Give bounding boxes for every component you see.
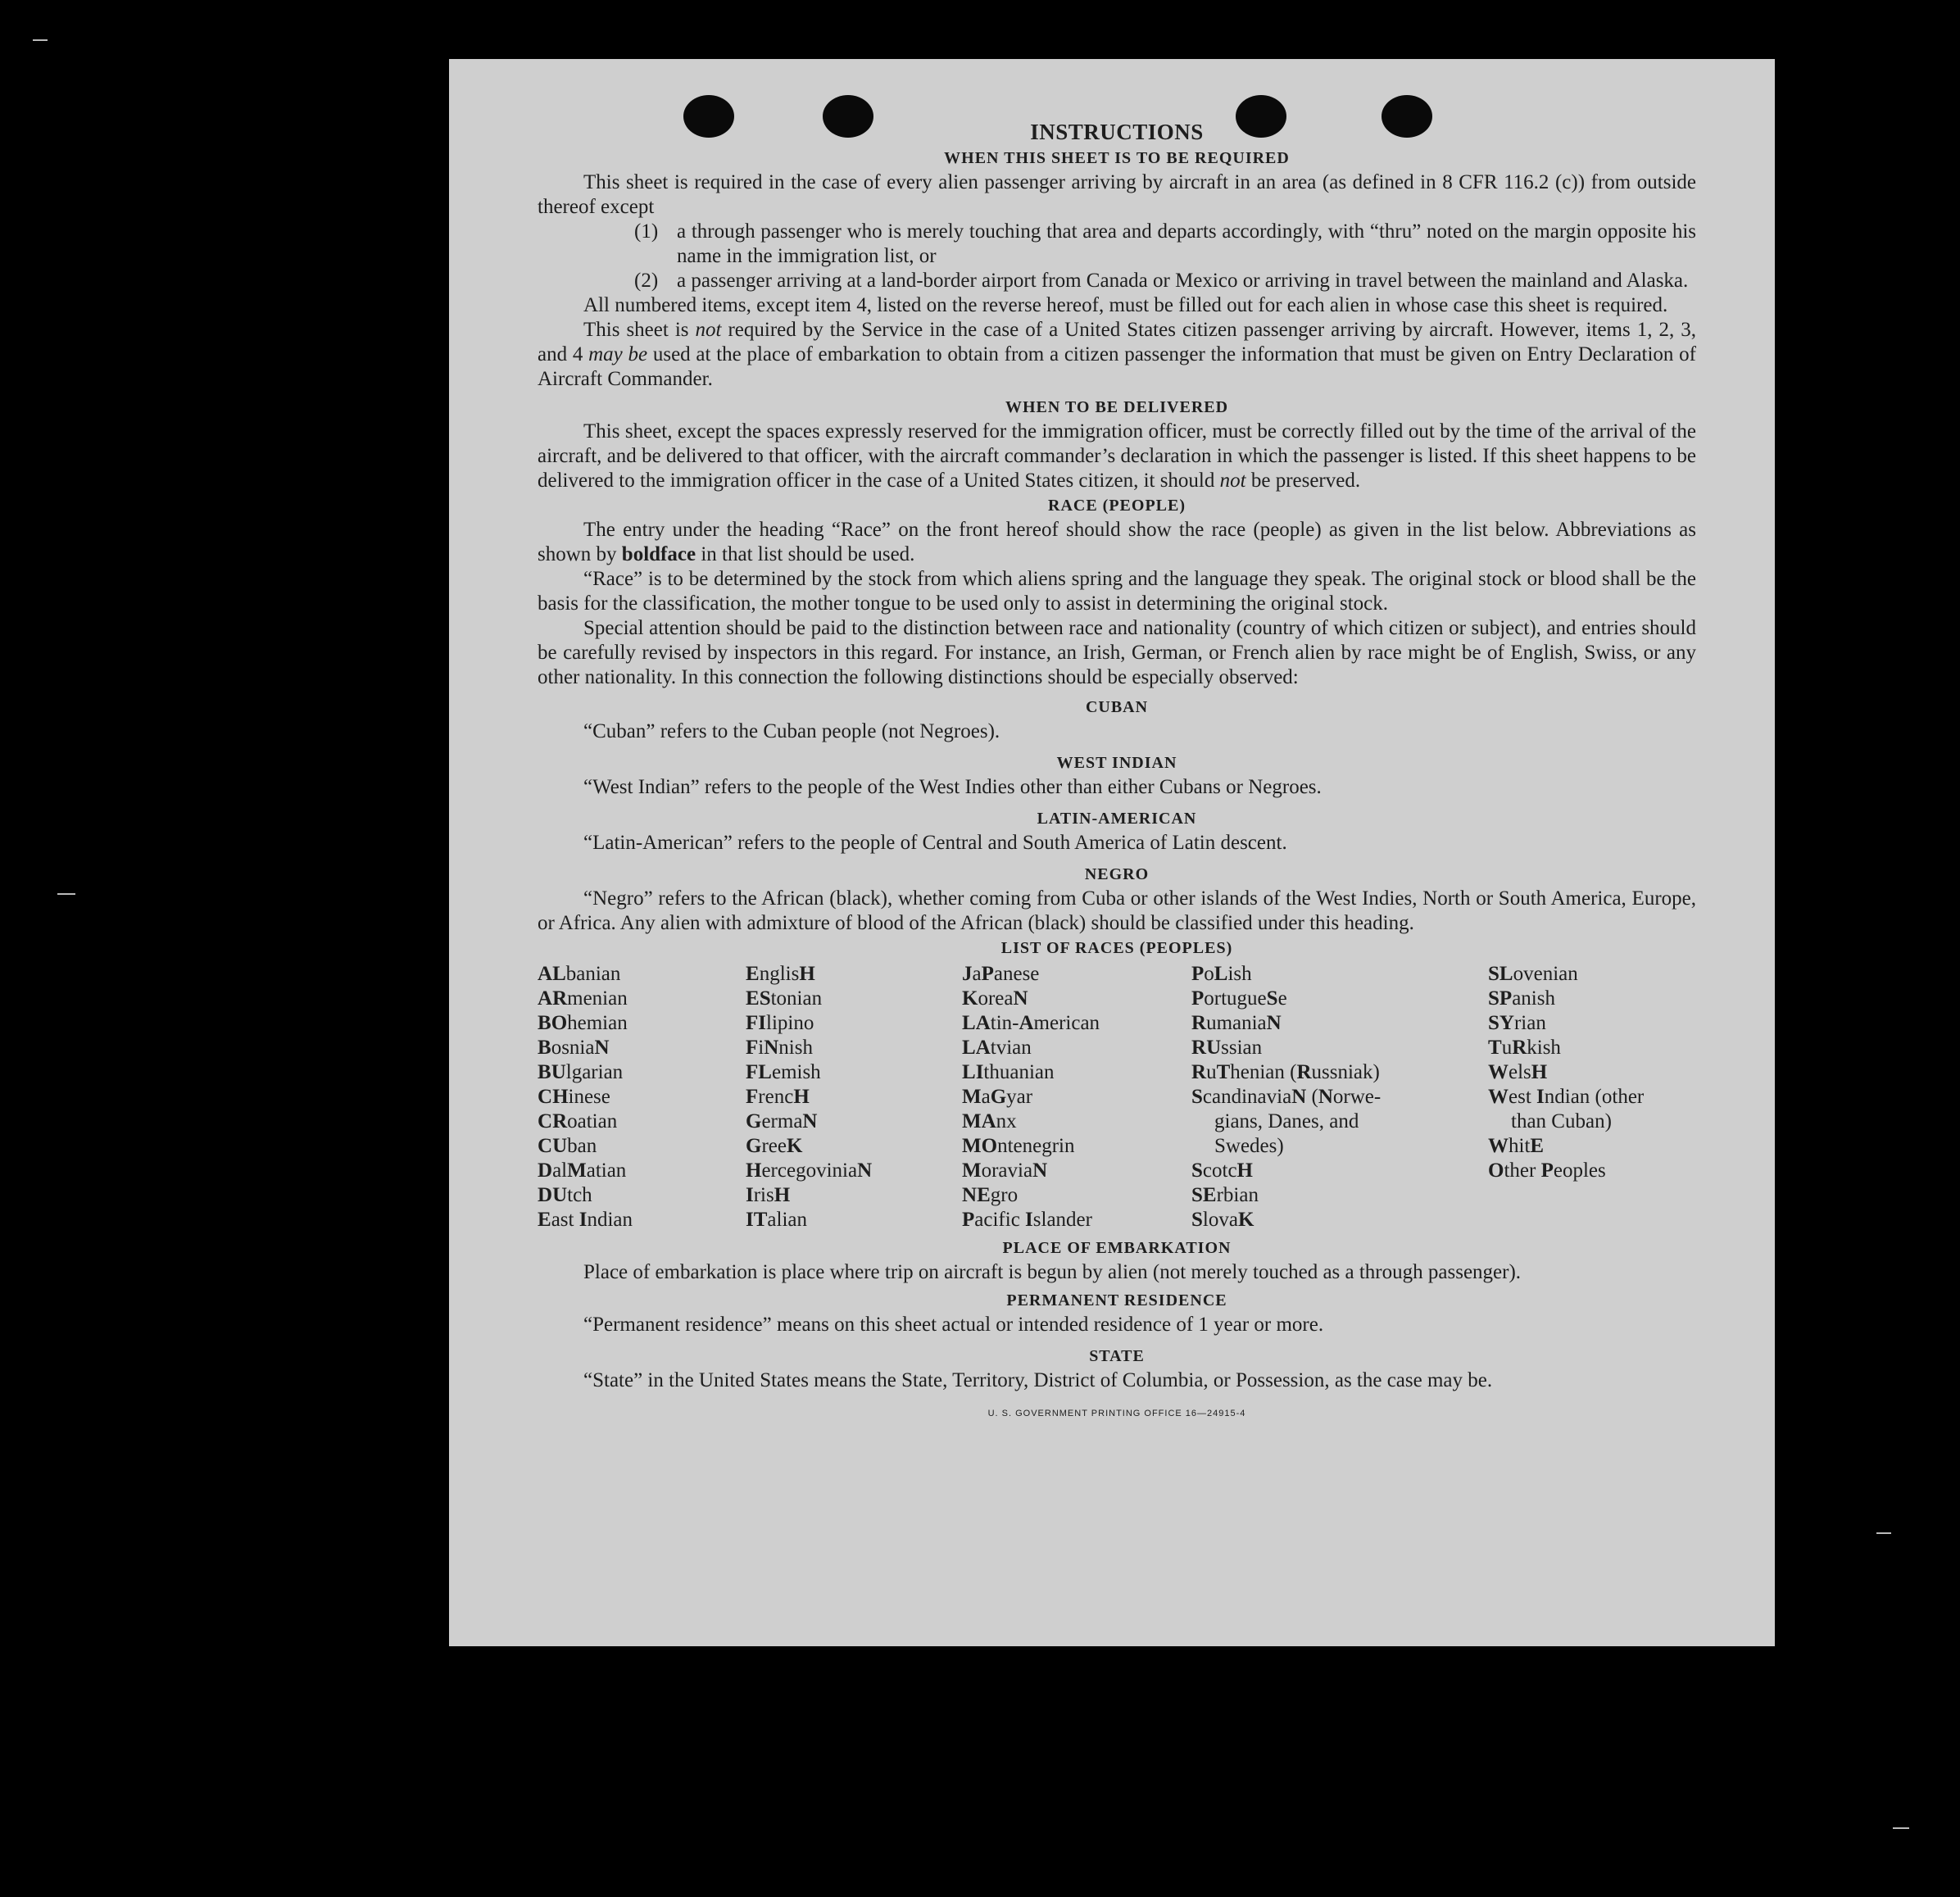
race-entry: RUssian (1191, 1037, 1263, 1059)
race-entry: SLovenian (1488, 963, 1578, 985)
race-entry: WelsH (1488, 1061, 1548, 1083)
race-entry: BOhemian (538, 1012, 628, 1034)
race-entry: ALbanian (538, 963, 621, 985)
races-column (1488, 962, 1696, 1232)
page-title: INSTRUCTIONS (1030, 120, 1204, 144)
italic-text: not (695, 319, 722, 341)
item-number: (1) (634, 220, 659, 243)
race-entry: ScandinaviaN (Norwe- (1191, 1086, 1382, 1108)
scan-mark (33, 39, 48, 41)
race-entry: FIlipino (746, 1012, 814, 1034)
text-run: used at the place of embarkation to obtain from a citizen passenger the information that must be given on Entry Declaration of Aircraft Commander. (538, 343, 1697, 390)
item-text: a through passenger who is merely touching that area and departs accordingly, with “thru” noted on the margin opposite his name in the immigration list, or (677, 220, 1696, 267)
italic-text: not (1219, 470, 1246, 492)
races-column (746, 962, 962, 1232)
instructions-content (538, 118, 1696, 1426)
section-heading-state: STATE (1089, 1347, 1145, 1365)
race-entry: FrencH (746, 1086, 810, 1108)
paragraph: Place of embarkation is place where trip on aircraft is begun by alien (not merely touched as a through passenger). (583, 1261, 1522, 1283)
printer-imprint: U. S. GOVERNMENT PRINTING OFFICE 16—24915-4 (987, 1409, 1246, 1418)
race-entry: Other Peoples (1488, 1160, 1606, 1182)
race-entry: GreeK (746, 1135, 803, 1157)
paragraph: “Latin-American” refers to the people of Central and South America of Latin descent. (583, 832, 1287, 854)
item-text: a passenger arriving at a land-border airport from Canada or Mexico or arriving in travel between the mainland and Alaska. (677, 270, 1689, 292)
race-entry: LIthuanian (962, 1061, 1055, 1083)
document-page (449, 59, 1775, 1646)
section-heading-required: WHEN THIS SHEET IS TO BE REQUIRED (944, 149, 1290, 167)
race-entry: WhitE (1488, 1135, 1545, 1157)
text-run: This sheet, except the spaces expressly reserved for the immigration officer, must be correctly filled out by the time of the arrival of the aircraft, and be delivered to that officer, with the aircraft commander’s declaration in which the passenger is listed. If this sheet happens to be delivered to the immigration officer in the case of a United States citizen, it should (538, 420, 1696, 492)
race-entry: ARmenian (538, 987, 628, 1010)
race-entry: IrisH (746, 1184, 791, 1206)
race-entry: SPanish (1488, 987, 1555, 1010)
race-entry: BosniaN (538, 1037, 610, 1059)
race-entry: CHinese (538, 1086, 610, 1108)
race-entry: LAtin-American (962, 1012, 1100, 1034)
section-heading-residence: PERMANENT RESIDENCE (1006, 1291, 1227, 1309)
race-entry: ITalian (746, 1209, 808, 1231)
race-entry: NEgro (962, 1184, 1019, 1206)
race-entry: CRoatian (538, 1110, 618, 1132)
section-heading-delivered: WHEN TO BE DELIVERED (1005, 398, 1229, 416)
paragraph: This sheet is required in the case of every alien passenger arriving by aircraft in an area (as defined in 8 CFR 116.2 (c)) from outside thereof except (538, 171, 1696, 218)
race-entry: CUban (538, 1135, 597, 1157)
race-entry: West Indian (other (1488, 1086, 1645, 1108)
italic-text: may be (588, 343, 648, 365)
race-entry: FLemish (746, 1061, 821, 1083)
race-entry: GermaN (746, 1110, 818, 1132)
race-entry: MaGyar (962, 1086, 1033, 1108)
section-heading-west-indian: WEST INDIAN (1056, 754, 1177, 772)
race-entry: MAnx (962, 1110, 1017, 1132)
paragraph: “Cuban” refers to the Cuban people (not Negroes). (583, 720, 1000, 742)
race-entry: MoraviaN (962, 1160, 1048, 1182)
paragraph: All numbered items, except item 4, listed on the reverse hereof, must be filled out for each alien in whose case this sheet is required. (583, 294, 1668, 316)
race-entry: BUlgarian (538, 1061, 624, 1083)
race-entry: RumaniaN (1191, 1012, 1282, 1034)
scan-mark (57, 893, 75, 895)
race-entry: EnglisH (746, 963, 815, 985)
paragraph (538, 318, 1696, 392)
race-entry-continued: than Cuban) (1511, 1110, 1612, 1132)
races-list (538, 962, 1696, 1232)
paragraph: “Permanent residence” means on this sheet actual or intended residence of 1 year or more. (583, 1314, 1324, 1336)
text-run: This sheet is (583, 319, 696, 341)
list-item (538, 220, 1696, 269)
race-entry: DalMatian (538, 1160, 627, 1182)
race-entry: HercegoviniaN (746, 1160, 873, 1182)
section-heading-cuban: CUBAN (1085, 698, 1149, 716)
scan-mark (1893, 1827, 1909, 1829)
section-heading-negro: NEGRO (1084, 865, 1150, 883)
section-heading-embarkation: PLACE OF EMBARKATION (1002, 1239, 1232, 1257)
paragraph: “Negro” refers to the African (black), whether coming from Cuba or other islands of the West Indies, North or South America, Europe, or Africa. Any alien with admixture of blood of the African (black) should be classified under this heading. (538, 887, 1696, 934)
section-heading-races-list: LIST OF RACES (PEOPLES) (1000, 939, 1233, 957)
item-number: (2) (634, 270, 659, 292)
race-entry: RuThenian (Russniak) (1191, 1061, 1380, 1083)
text-run: in that list should be used. (696, 543, 915, 565)
race-entry-continued: Swedes) (1214, 1135, 1284, 1157)
race-entry: ScotcH (1191, 1160, 1253, 1182)
list-item (538, 269, 1696, 293)
race-entry: TuRkish (1488, 1037, 1561, 1059)
paragraph: “West Indian” refers to the people of the West Indies other than either Cubans or Negroes. (583, 776, 1322, 798)
race-entry: SErbian (1191, 1184, 1259, 1206)
race-entry: East Indian (538, 1209, 633, 1231)
race-entry: Pacific Islander (962, 1209, 1092, 1231)
race-entry: SlovaK (1191, 1209, 1254, 1231)
text-run: be preserved. (1245, 470, 1361, 492)
bold-text: boldface (621, 543, 696, 565)
paragraph (538, 420, 1696, 493)
scan-mark (1876, 1532, 1891, 1534)
paragraph: “State” in the United States means the State, Territory, District of Columbia, or Possession, as the case may be. (583, 1369, 1493, 1391)
text-run: The entry under the heading “Race” on the front hereof should show the race (people) as given in the list below. Abbreviations as shown by (538, 519, 1696, 565)
paragraph (538, 518, 1696, 567)
race-entry: EStonian (746, 987, 823, 1010)
race-entry: LAtvian (962, 1037, 1032, 1059)
text-run: required by the Service in the case of a United States citizen passenger arriving by aircraft. However, items 1, 2, 3, and 4 (538, 319, 1696, 365)
race-entry: DUtch (538, 1184, 592, 1206)
race-entry: KoreaN (962, 987, 1028, 1010)
race-entry: FiNnish (746, 1037, 813, 1059)
section-heading-race: RACE (PEOPLE) (1048, 497, 1186, 515)
race-entry: PortugueSe (1191, 987, 1287, 1010)
paragraph: Special attention should be paid to the distinction between race and nationality (country of which citizen or subject), and entries should be carefully revised by inspectors in this regard. For instance, an Irish, German, or French alien by race might be of English, Swiss, or any other nationality. In this connection the following distinctions should be especially observed: (538, 617, 1696, 688)
section-heading-latin-american: LATIN-AMERICAN (1037, 810, 1197, 828)
races-column (1191, 962, 1488, 1232)
races-column (962, 962, 1191, 1232)
race-entry: SYrian (1488, 1012, 1546, 1034)
race-entry-continued: gians, Danes, and (1214, 1110, 1359, 1132)
race-entry: JaPanese (962, 963, 1040, 985)
race-entry: PoLish (1191, 963, 1252, 985)
races-column (538, 962, 746, 1232)
race-entry: MOntenegrin (962, 1135, 1075, 1157)
paragraph: “Race” is to be determined by the stock from which aliens spring and the language they speak. The original stock or blood shall be the basis for the classification, the mother tongue to be used only to assist in determining the original stock. (538, 568, 1696, 615)
